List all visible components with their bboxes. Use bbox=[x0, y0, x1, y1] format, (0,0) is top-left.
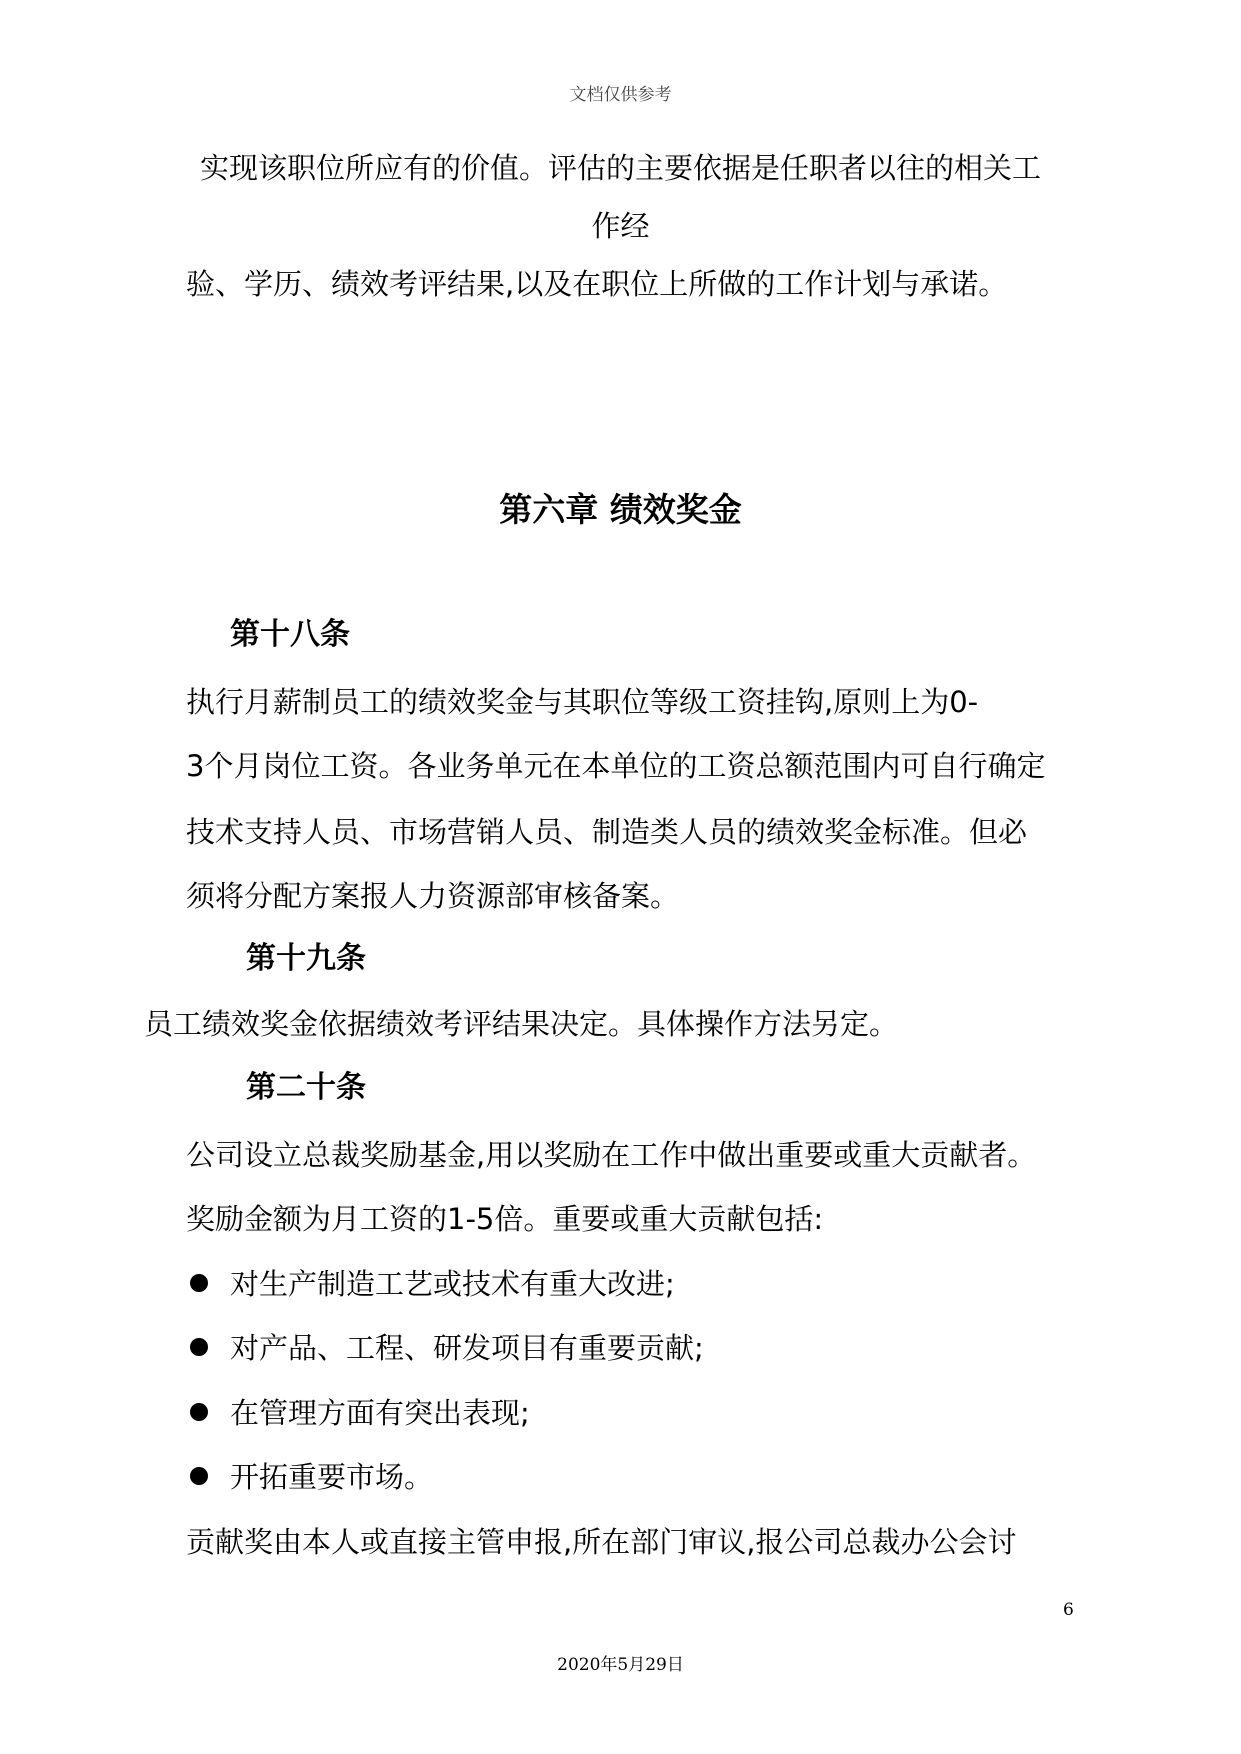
article-20-closing: 贡献奖由本人或直接主管申报,所在部门审议,报公司总裁办公会讨 bbox=[186, 1525, 1017, 1559]
intro-line-1: 实现该职位所应有的价值。评估的主要依据是任职者以往的相关工 bbox=[200, 151, 1042, 185]
bullet-dot-icon bbox=[190, 1274, 208, 1292]
bullet-dot-icon bbox=[190, 1403, 208, 1421]
article-18-line-3: 技术支持人员、市场营销人员、制造类人员的绩效奖金标准。但必 bbox=[186, 815, 1028, 849]
article-20-line-2: 奖励金额为月工资的1-5倍。重要或重大贡献包括: bbox=[186, 1202, 824, 1236]
intro-line-2: 作经 bbox=[591, 209, 650, 243]
bullet-dot-icon bbox=[190, 1338, 208, 1356]
article-19-heading: 第十九条 bbox=[246, 941, 366, 976]
article-20-heading: 第二十条 bbox=[246, 1070, 366, 1105]
bullet-item-3-text: 在管理方面有突出表现; bbox=[230, 1396, 530, 1430]
bullet-item-2-text: 对产品、工程、研发项目有重要贡献; bbox=[230, 1331, 704, 1365]
bullet-item-4 bbox=[190, 1457, 433, 1497]
intro-line-3: 验、学历、绩效考评结果,以及在职位上所做的工作计划与承诺。 bbox=[186, 267, 1008, 301]
article-18-line-1: 执行月薪制员工的绩效奖金与其职位等级工资挂钩,原则上为0- bbox=[186, 685, 979, 719]
bullet-item-3 bbox=[190, 1393, 530, 1433]
bullet-item-1 bbox=[190, 1264, 675, 1304]
article-20-line-1: 公司设立总裁奖励基金,用以奖励在工作中做出重要或重大贡献者。 bbox=[186, 1138, 1037, 1172]
bullet-item-1-text: 对生产制造工艺或技术有重大改进; bbox=[230, 1267, 675, 1301]
bullet-item-4-text: 开拓重要市场。 bbox=[230, 1460, 434, 1494]
document-header-note: 文档仅供参考 bbox=[569, 85, 672, 105]
page-number: 6 bbox=[1063, 1600, 1074, 1620]
article-18-line-4: 须将分配方案报人力资源部审核备案。 bbox=[186, 879, 680, 913]
chapter-title: 第六章 绩效奖金 bbox=[499, 490, 742, 529]
bullet-dot-icon bbox=[190, 1467, 208, 1485]
footer-date: 2020年5月29日 bbox=[557, 1655, 684, 1675]
article-18-line-2: 3个月岗位工资。各业务单元在本单位的工资总额范围内可自行确定 bbox=[186, 749, 1046, 783]
bullet-item-2 bbox=[190, 1328, 704, 1368]
article-18-heading: 第十八条 bbox=[230, 617, 350, 652]
article-19-text: 员工绩效奖金依据绩效考评结果决定。具体操作方法另定。 bbox=[144, 1007, 899, 1041]
